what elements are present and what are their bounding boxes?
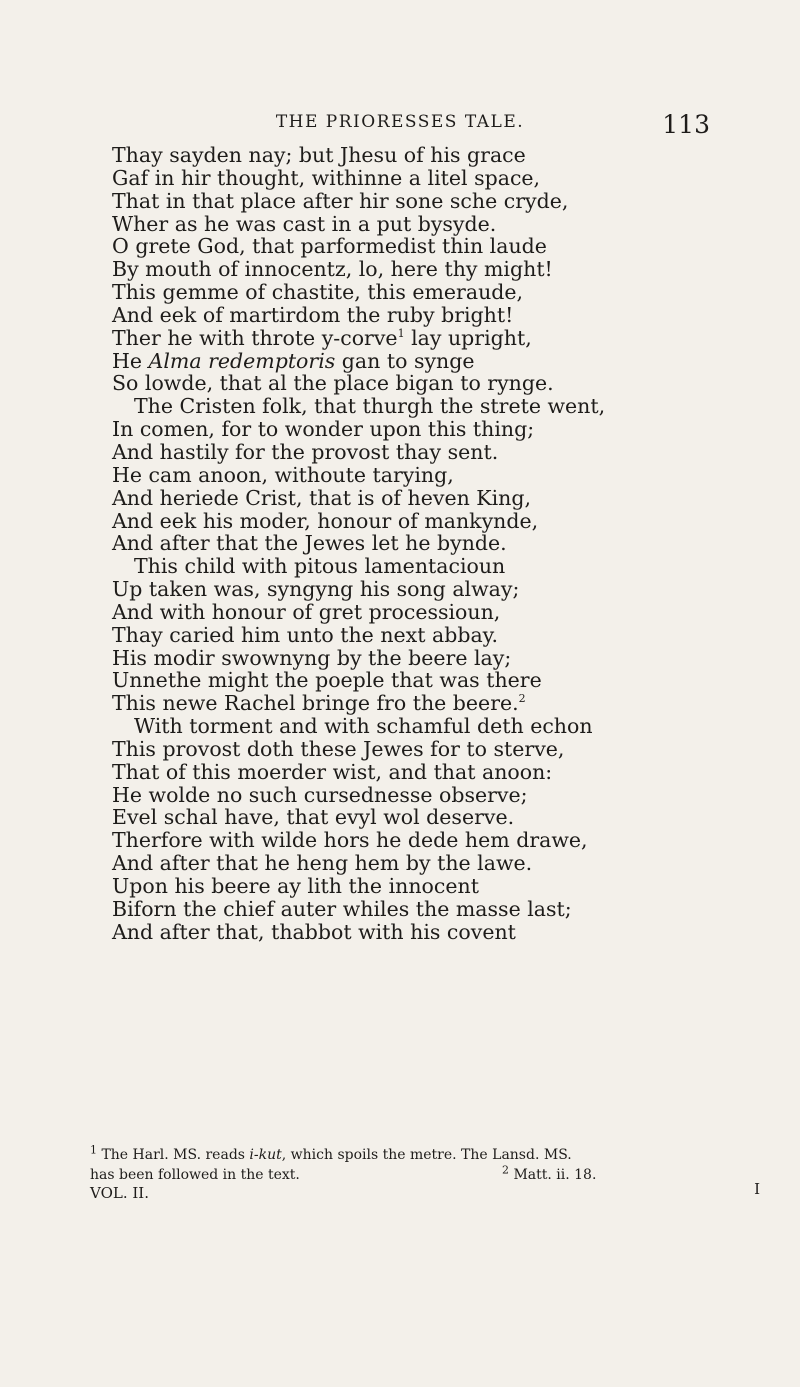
poem-line-text: gan to synge	[335, 348, 475, 373]
poem-line: That of this moerder wist, and that anoon:	[112, 759, 553, 784]
poem-line	[112, 350, 752, 373]
poem-line: His modir swownyng by the beere lay;	[112, 645, 512, 670]
poem-line: Up taken was, syngyng his song alway;	[112, 577, 520, 602]
footnote-2	[502, 1165, 596, 1185]
page-number: 113	[662, 110, 710, 139]
poem-line: Evel schal have, that evyl wol deserve.	[112, 805, 515, 830]
poem-line: And hastily for the provost thay sent.	[112, 439, 499, 464]
poem-line: This provost doth these Jewes for to sterve,	[112, 736, 565, 761]
poem-line: Upon his beere ay lith the innocent	[112, 874, 479, 898]
poem-line: Thay caried him unto the next abbay.	[112, 622, 499, 647]
footnote-ref-1: 1	[397, 326, 405, 340]
signature-line	[90, 1180, 770, 1206]
poem-line: Wher as he was cast in a put bysyde.	[112, 211, 497, 236]
footnotes	[90, 1145, 770, 1185]
poem-line: That in that place after hir sone sche cryde,	[112, 188, 569, 213]
signature-mark: I	[754, 1180, 760, 1198]
poem-line: Unnethe might the poeple that was there	[112, 668, 542, 693]
poem-line-text: He	[112, 348, 149, 373]
footnote-text: , which spoils the metre. The Lansd. MS.	[281, 1147, 572, 1163]
footnote-continuation: has been followed in the text.	[90, 1167, 300, 1183]
footnote-row-2	[90, 1165, 770, 1185]
poem-line: Biforn the chief auter whiles the masse last;	[112, 896, 572, 921]
poem-line: Gaf in hir thought, withinne a litel space,	[112, 165, 541, 190]
poem-line: And eek of martirdom the ruby bright!	[112, 302, 514, 327]
poem-line	[112, 692, 752, 715]
poem-line: And eek his moder, honour of mankynde,	[112, 508, 539, 533]
footnote-italic: i-kut	[249, 1147, 282, 1163]
poem-line: This gemme of chastite, this emeraude,	[112, 280, 524, 305]
volume-label: VOL. II.	[90, 1184, 149, 1202]
footnote-text: The Harl. MS. reads	[97, 1147, 250, 1163]
running-head	[0, 112, 800, 142]
poem-line: And after that he heng hem by the lawe.	[112, 851, 533, 876]
poem-line: And heriede Crist, that is of heven King,	[112, 485, 532, 510]
poem-line: Therfore with wilde hors he dede hem drawe,	[112, 828, 588, 853]
running-title: THE PRIORESSES TALE.	[275, 112, 525, 132]
poem-line: And after that the Jewes let he bynde.	[112, 531, 507, 556]
poem-text	[112, 144, 752, 944]
poem-line-text: lay upright,	[404, 325, 532, 350]
stanza-first-line: This child with pitous lamentacioun	[134, 554, 506, 579]
poem-line-text: Ther he with throte y-corve	[112, 325, 398, 350]
italic-phrase: Alma redemptoris	[148, 348, 336, 373]
poem-line-text: This newe Rachel bringe fro the beere.	[112, 691, 519, 716]
footnote-mark: 2	[502, 1163, 509, 1177]
poem-line: In comen, for to wonder upon this thing;	[112, 417, 535, 442]
poem-line: He wolde no such cursednesse observe;	[112, 782, 528, 807]
poem-line: And with honour of gret processioun,	[112, 599, 501, 624]
poem-line: O grete God, that parformedist thin laude	[112, 234, 547, 259]
footnote-ref-2: 2	[518, 692, 526, 706]
poem-line: He cam anoon, withoute tarying,	[112, 462, 454, 487]
stanza-first-line: The Cristen folk, that thurgh the strete went,	[134, 394, 606, 419]
footnote-mark: 1	[90, 1143, 97, 1157]
stanza-first-line: With torment and with schamful deth echon	[134, 714, 593, 739]
poem-line: So lowde, that al the place bigan to rynge.	[112, 371, 554, 396]
footnote-1	[90, 1145, 770, 1165]
footnote-text: Matt. ii. 18.	[509, 1167, 597, 1183]
poem-line: By mouth of innocentz, lo, here thy might!	[112, 257, 553, 282]
poem-line	[112, 327, 752, 350]
poem-line: And after that, thabbot with his covent	[112, 919, 516, 944]
poem-line: Thay sayden nay; but Jhesu of his grace	[112, 143, 526, 167]
